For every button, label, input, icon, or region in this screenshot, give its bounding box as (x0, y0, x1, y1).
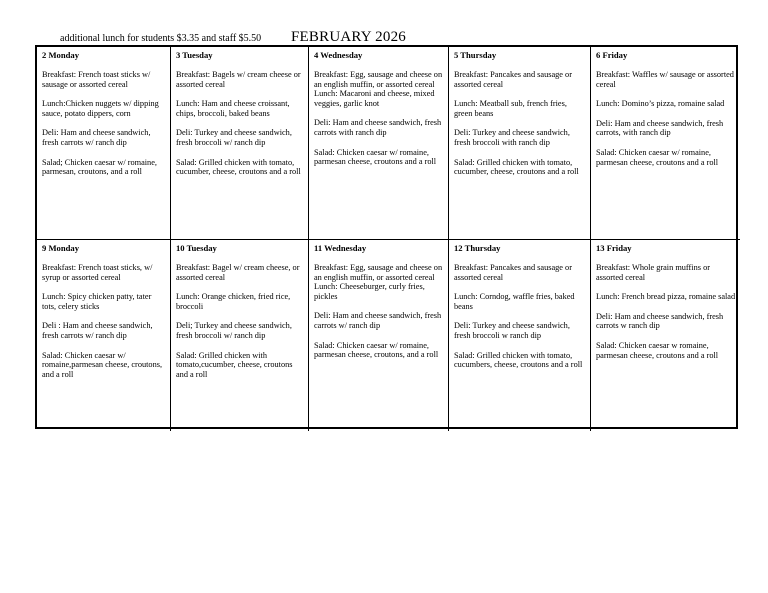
lunch-item: Lunch: Ham and cheese croissant, chips, broccoli, baked beans (176, 99, 290, 118)
day-cell-feb-9 (37, 240, 171, 431)
deli-item: Deli: Ham and cheese sandwich, fresh carrots with ranch dip (314, 118, 442, 137)
day-cell-feb-4 (309, 47, 449, 240)
salad-item: Salad: Grilled chicken with tomato, cucumber, cheese, croutons and a roll (454, 157, 579, 177)
breakfast-item: Breakfast: Bagel w/ cream cheese, or assorted cereal (176, 263, 300, 282)
day-cell-feb-5 (449, 47, 591, 240)
lunch-item: Lunch:Chicken nuggets w/ dipping sauce, potato dippers, corn (42, 99, 159, 118)
deli-item: Deli: Turkey and cheese sandwich, fresh broccoli with ranch dip (454, 128, 570, 147)
breakfast-item: Breakfast: French toast sticks, w/ syrup or assorted cereal (42, 263, 153, 282)
lunch-item: Lunch: French bread pizza, romaine salad (596, 292, 736, 302)
lunch-item: Lunch: Cheeseburger, curly fries, pickles (314, 282, 425, 301)
deli-item: Deli: Ham and cheese sandwich, fresh carrots, with ranch dip (596, 118, 724, 138)
salad-item: Salad: Chicken caesar w/ romaine,parmesan cheese, croutons, and a roll (42, 350, 163, 379)
breakfast-item: Breakfast: French toast sticks w/ sausage or assorted cereal (42, 70, 151, 89)
salad-item: Salad: Chicken caesar w romaine, parmesan cheese, croutons and a roll (596, 340, 719, 360)
month-title: FEBRUARY 2026 (291, 29, 406, 45)
day-label: 5 Thursday (454, 50, 497, 60)
day-label: 2 Monday (42, 50, 80, 60)
day-cell-feb-12 (449, 240, 591, 431)
price-note: additional lunch for students $3.35 and staff $5.50 (60, 33, 262, 44)
breakfast-item: Breakfast: Egg, sausage and cheese on an english muffin, or assorted cereal (314, 263, 443, 282)
lunch-item: Lunch: Domino’s pizza, romaine salad (596, 99, 725, 109)
lunch-calendar (35, 45, 738, 429)
day-cell-feb-13 (591, 240, 740, 431)
salad-item: Salad: Grilled chicken with tomato,cucumber, cheese, croutons and a roll (176, 350, 293, 379)
day-label: 3 Tuesday (176, 50, 213, 60)
lunch-item: Lunch: Meatball sub, french fries, green beans (454, 99, 567, 118)
salad-item: Salad: Chicken caesar w/ romaine, parmesan cheese, croutons and a roll (596, 147, 719, 167)
salad-item: Salad: Grilled chicken with tomato, cucumbers, cheese, croutons and a roll (454, 350, 583, 370)
day-label: 12 Thursday (454, 243, 501, 253)
day-cell-feb-3 (171, 47, 309, 240)
deli-item: Deli: Ham and cheese sandwich, fresh carrots w/ ranch dip (42, 128, 151, 147)
deli-item: Deli: Ham and cheese sandwich, fresh carrots w/ ranch dip (314, 311, 442, 330)
breakfast-item: Breakfast: Whole grain muffins or assorted cereal (596, 263, 710, 282)
day-cell-feb-10 (171, 240, 309, 431)
lunch-item: Lunch: Orange chicken, fried rice, broccoli (176, 292, 291, 311)
breakfast-item: Breakfast: Pancakes and sausage or assorted cereal (454, 70, 572, 89)
day-label: 11 Wednesday (314, 243, 367, 253)
day-label: 9 Monday (42, 243, 80, 253)
salad-item: Salad: Chicken caesar w/ romaine, parmesan cheese, croutons and a roll (314, 147, 437, 167)
day-cell-feb-2 (37, 47, 171, 240)
salad-item: Salad; Chicken caesar w/ romaine, parmesan, croutons, and a roll (42, 157, 157, 177)
breakfast-item: Breakfast: Pancakes and sausage or assorted cereal (454, 263, 572, 282)
day-cell-feb-11 (309, 240, 449, 431)
deli-item: Deli: Turkey and cheese sandwich, fresh broccoli w ranch dip (454, 321, 570, 340)
breakfast-item: Breakfast: Egg, sausage and cheese on an english muffin, or assorted cereal (314, 70, 443, 89)
day-label: 4 Wednesday (314, 50, 363, 60)
salad-item: Salad: Chicken caesar w/ romaine, parmesan cheese, croutons, and a roll (314, 340, 439, 360)
deli-item: Deli; Turkey and cheese sandwich, fresh broccoli w/ ranch dip (176, 321, 292, 340)
breakfast-item: Breakfast: Bagels w/ cream cheese or assorted cereal (176, 70, 301, 89)
day-cell-feb-6 (591, 47, 740, 240)
deli-item: Deli: Turkey and cheese sandwich, fresh broccoli w/ ranch dip (176, 128, 292, 147)
day-label: 13 Friday (596, 243, 632, 253)
lunch-item: Lunch: Macaroni and cheese, mixed veggies, garlic knot (314, 89, 435, 108)
deli-item: Deli: Ham and cheese sandwich, fresh carrots w ranch dip (596, 311, 724, 331)
lunch-item: Lunch: Spicy chicken patty, tater tots, celery sticks (42, 292, 152, 311)
salad-item: Salad: Grilled chicken with tomato, cucumber, cheese, croutons and a roll (176, 157, 301, 177)
lunch-item: Lunch: Corndog, waffle fries, baked beans (454, 292, 575, 311)
day-label: 10 Tuesday (176, 243, 217, 253)
breakfast-item: Breakfast: Waffles w/ sausage or assorted cereal (596, 70, 734, 89)
deli-item: Deli : Ham and cheese sandwich, fresh carrots w/ ranch dip (42, 321, 153, 340)
day-label: 6 Friday (596, 50, 628, 60)
